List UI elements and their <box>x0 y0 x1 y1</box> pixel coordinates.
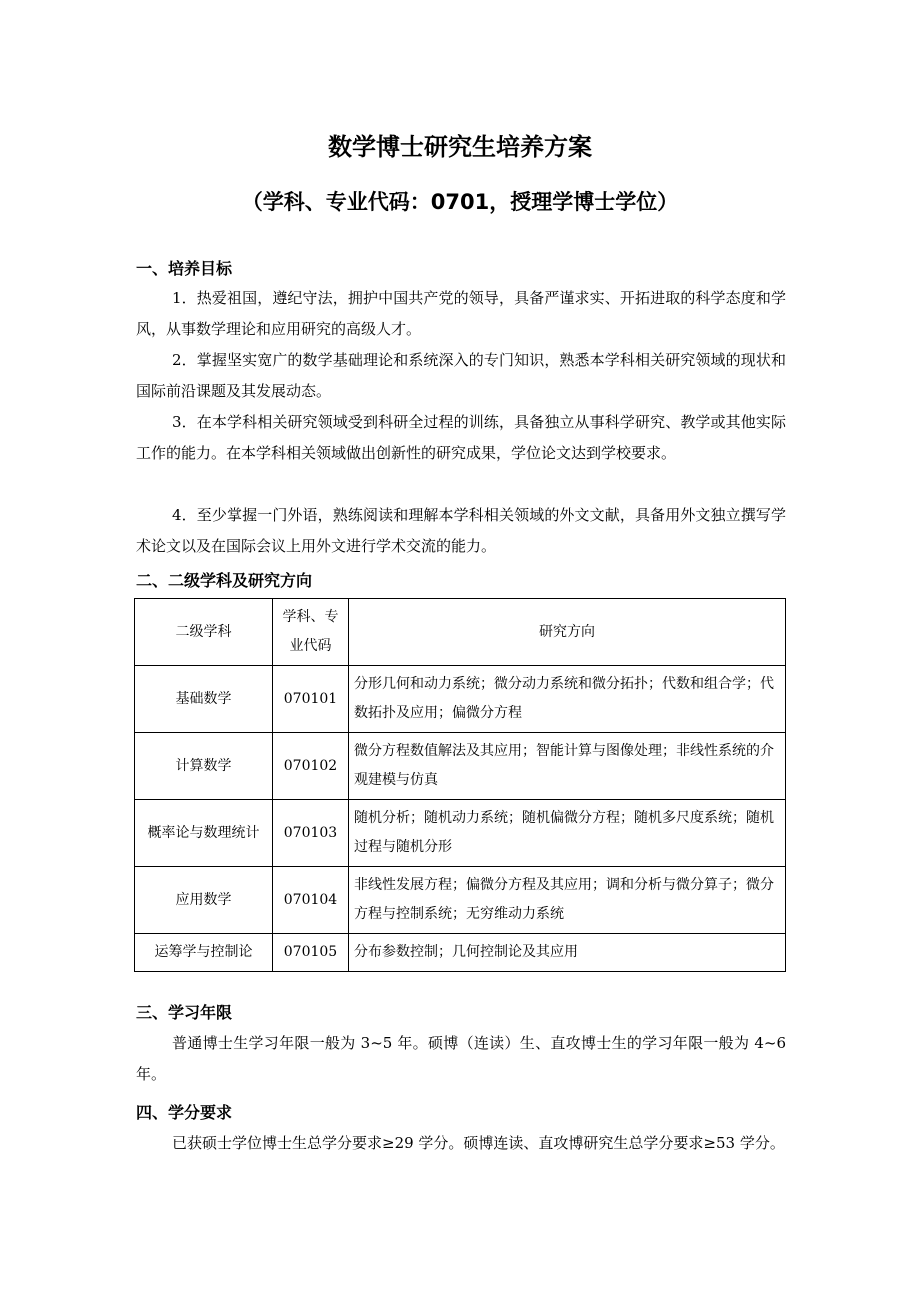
section-heading-duration: 三、学习年限 <box>136 1003 233 1022</box>
header-subject: 二级学科 <box>135 599 273 666</box>
cell-subject: 计算数学 <box>135 733 273 800</box>
table-row <box>135 867 786 934</box>
goal-item-3: 3．在本学科相关研究领域受到科研全过程的训练，具备独立从事科学研究、教学或其他实际工作的能力。在本学科相关领域做出创新性的研究成果，学位论文达到学校要求。 <box>136 413 786 462</box>
cell-direction: 微分方程数值解法及其应用；智能计算与图像处理；非线性系统的介观建模与仿真 <box>349 733 786 800</box>
table-row <box>135 733 786 800</box>
cell-code: 070103 <box>273 800 349 867</box>
cell-code: 070101 <box>273 666 349 733</box>
goal-item-2: 2．掌握坚实宽广的数学基础理论和系统深入的专门知识，熟悉本学科相关研究领域的现状和国际前沿课题及其发展动态。 <box>136 351 786 400</box>
cell-code: 070102 <box>273 733 349 800</box>
cell-subject: 基础数学 <box>135 666 273 733</box>
cell-subject: 应用数学 <box>135 867 273 934</box>
header-code: 学科、专业代码 <box>273 599 349 666</box>
cell-subject: 概率论与数理统计 <box>135 800 273 867</box>
page-subtitle: （学科、专业代码：0701，授理学博士学位） <box>241 190 679 214</box>
table-row <box>135 934 786 972</box>
section-heading-goals: 一、培养目标 <box>136 259 233 278</box>
table-row <box>135 666 786 733</box>
header-direction: 研究方向 <box>349 599 786 666</box>
table-row <box>135 800 786 867</box>
section-heading-credits: 四、学分要求 <box>136 1103 233 1122</box>
cell-direction: 非线性发展方程；偏微分方程及其应用；调和分析与微分算子；微分方程与控制系统；无穷维动力系统 <box>349 867 786 934</box>
cell-direction: 随机分析；随机动力系统；随机偏微分方程；随机多尺度系统；随机过程与随机分形 <box>349 800 786 867</box>
credits-text: 已获硕士学位博士生总学分要求≥29 学分。硕博连读、直攻博研究生总学分要求≥53 学分。 <box>172 1134 785 1152</box>
goal-item-4: 4．至少掌握一门外语，熟练阅读和理解本学科相关领域的外文文献，具备用外文独立撰写学术论文以及在国际会议上用外文进行学术交流的能力。 <box>136 506 786 555</box>
cell-code: 070104 <box>273 867 349 934</box>
table-header-row <box>135 599 786 666</box>
section-heading-disciplines: 二、二级学科及研究方向 <box>136 571 313 590</box>
duration-text: 普通博士生学习年限一般为 3~5 年。硕博（连读）生、直攻博士生的学习年限一般为 4~6 年。 <box>136 1034 786 1083</box>
goal-item-1: 1．热爱祖国，遵纪守法，拥护中国共产党的领导，具备严谨求实、开拓进取的科学态度和学风，从事数学理论和应用研究的高级人才。 <box>136 289 786 338</box>
page-title: 数学博士研究生培养方案 <box>328 133 592 161</box>
disciplines-table <box>134 598 786 972</box>
cell-direction: 分形几何和动力系统；微分动力系统和微分拓扑；代数和组合学；代数拓扑及应用；偏微分方程 <box>349 666 786 733</box>
cell-code: 070105 <box>273 934 349 972</box>
cell-direction: 分布参数控制；几何控制论及其应用 <box>349 934 786 972</box>
cell-subject: 运筹学与控制论 <box>135 934 273 972</box>
